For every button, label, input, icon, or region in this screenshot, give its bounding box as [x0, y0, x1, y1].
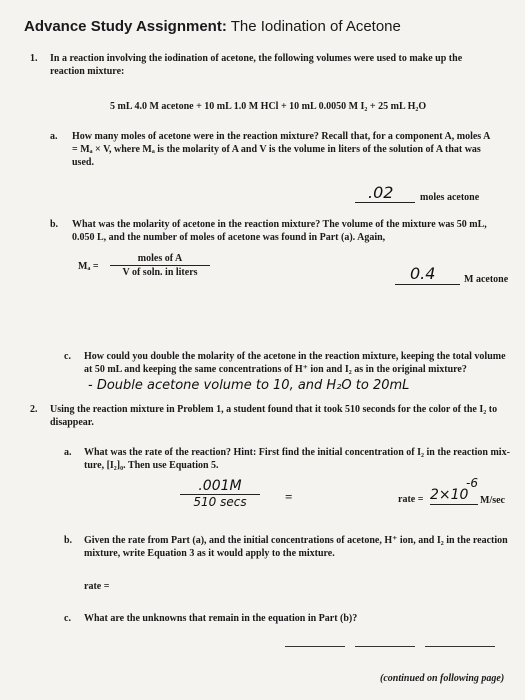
footer-continued: (continued on following page) [380, 673, 505, 684]
q1b-text2: 0.050 L, and the number of moles of acetone was found in Part (a). Again, [72, 232, 386, 243]
q1b-unit: M acetone [464, 274, 509, 285]
q1-text: In a reaction involving the iodination of acetone, the following volumes were used to make up the reaction mixture: [50, 53, 463, 77]
title-bold: Advance Study Assignment: [24, 18, 227, 35]
q1b-formula [110, 252, 210, 279]
q2a-text2: ture, [I₂]₀. Then use Equation 5. [84, 460, 219, 471]
q2b-rate-label: rate = [84, 581, 110, 592]
q2a-work-numerator: .001M [180, 478, 260, 495]
q1a-text: How many moles of acetone were in the reaction mixture? Recall that, for a component A, moles A = Mₐ × V, where Mₐ is the molarity of A and V is the volume in liters of the solution of A that was used. [72, 131, 490, 168]
q2a-rate-exponent: -6 [466, 476, 478, 490]
q2a-text1: What was the rate of the reaction? Hint: First find the initial concentration of I₂ in the reaction mix- [84, 447, 510, 458]
answer-blank-3 [425, 646, 495, 647]
q2a-rate-unit: M/sec [480, 495, 505, 506]
q1c-answer: - Double acetone volume to 10, and H₂O to 20mL [88, 378, 410, 393]
q1b-formula-numerator: moles of A [110, 252, 210, 266]
q1-number: 1. [30, 53, 38, 64]
q2a-work-denominator: 510 secs [193, 495, 247, 509]
q2-text1: Using the reaction mixture in Problem 1, a student found that it took 510 seconds for the color of the I₂ to [50, 404, 498, 415]
q1c-text2: at 50 mL and keeping the same concentrations of H⁺ ion and I₂ as in the original mixture? [84, 364, 467, 375]
q2a-rate-label: rate = [398, 494, 424, 505]
q1b-formula-lhs: Mₐ = [78, 261, 99, 272]
q2b-label: b. [64, 535, 73, 546]
q2-text2: disappear. [50, 417, 94, 428]
q2c-text: What are the unknowns that remain in the equation in Part (b)? [84, 613, 358, 624]
q2a-work [180, 478, 260, 509]
q1b-answer: 0.4 [410, 264, 436, 283]
q1b-text1: What was the molarity of acetone in the reaction mixture? The volume of the mixture was 50 mL, [72, 219, 487, 230]
q2a-label: a. [64, 447, 72, 458]
q1c-text1: How could you double the molarity of the acetone in the reaction mixture, keeping the total volume [84, 351, 506, 362]
answer-blank-2 [355, 646, 415, 647]
q1-mixture: 5 mL 4.0 M acetone + 10 mL 1.0 M HCl + 10 mL 0.0050 M I₂ + 25 mL H₂O [110, 101, 427, 112]
q1b-label: b. [50, 219, 59, 230]
q1b-formula-denominator: V of soln. in liters [122, 267, 198, 278]
q1c-label: c. [64, 351, 71, 362]
q2b-text2: mixture, write Equation 3 as it would apply to the mixture. [84, 548, 335, 559]
q1a-unit: moles acetone [420, 192, 480, 203]
title-rest: The Iodination of Acetone [230, 18, 401, 35]
q1a-answer: .02 [368, 183, 394, 202]
q2b-text1: Given the rate from Part (a), and the initial concentrations of acetone, H⁺ ion, and I₂ in the reaction [84, 535, 508, 546]
answer-blank-1 [285, 646, 345, 647]
page-title [24, 18, 401, 35]
q2a-equals: = [285, 489, 293, 504]
q1a-label: a. [50, 131, 58, 142]
q2c-label: c. [64, 613, 71, 624]
q2-number: 2. [30, 404, 38, 415]
q2a-rate-answer: 2×10 [430, 487, 469, 503]
